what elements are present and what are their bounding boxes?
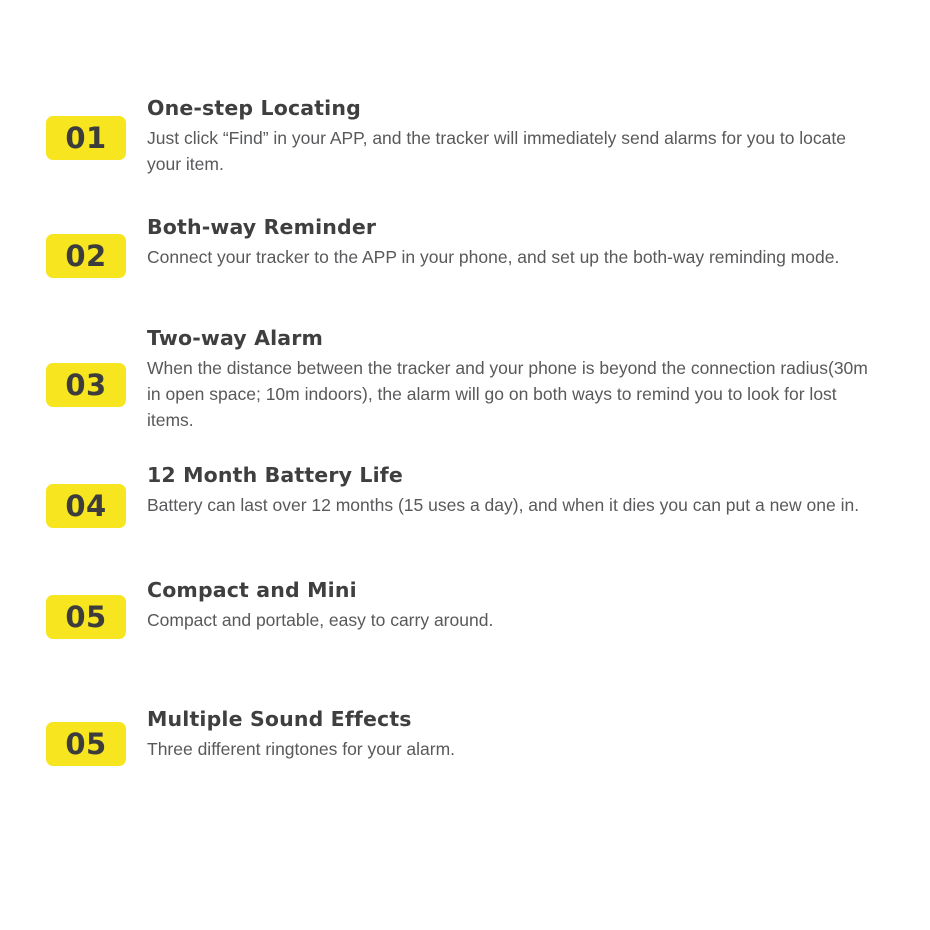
feature-title: Multiple Sound Effects: [147, 707, 412, 731]
feature-item: [46, 325, 870, 462]
feature-item: [46, 577, 870, 706]
feature-item: [46, 706, 870, 806]
feature-title: One-step Locating: [147, 96, 361, 120]
feature-number-badge: 05: [46, 722, 126, 766]
feature-item: [46, 214, 870, 325]
feature-content: [147, 325, 870, 433]
feature-content: [147, 577, 870, 633]
feature-number-badge: 04: [46, 484, 126, 528]
feature-number-badge: 01: [46, 116, 126, 160]
feature-description: When the distance between the tracker and your phone is beyond the connection radius(30m in open space; 10m indoors), the alarm will go on both ways to remind you to look for lost items.: [147, 358, 868, 430]
feature-number-badge: 02: [46, 234, 126, 278]
feature-item: [46, 462, 870, 577]
feature-description: Just click “Find” in your APP, and the tracker will immediately send alarms for you to locate your item.: [147, 128, 846, 174]
feature-title: Compact and Mini: [147, 578, 357, 602]
feature-title: Both-way Reminder: [147, 215, 377, 239]
feature-number-badge: 05: [46, 595, 126, 639]
feature-number-badge: 03: [46, 363, 126, 407]
feature-title: 12 Month Battery Life: [147, 463, 403, 487]
feature-title: Two-way Alarm: [147, 326, 324, 350]
feature-description: Battery can last over 12 months (15 uses a day), and when it dies you can put a new one in.: [147, 495, 860, 515]
feature-content: [147, 214, 870, 270]
feature-description: Compact and portable, easy to carry around.: [147, 610, 494, 630]
feature-description: Three different ringtones for your alarm.: [147, 739, 456, 759]
feature-content: [147, 95, 870, 177]
feature-content: [147, 706, 870, 762]
feature-content: [147, 462, 870, 518]
feature-list: [46, 95, 870, 806]
feature-description: Connect your tracker to the APP in your phone, and set up the both-way reminding mode.: [147, 247, 840, 267]
feature-item: [46, 95, 870, 214]
